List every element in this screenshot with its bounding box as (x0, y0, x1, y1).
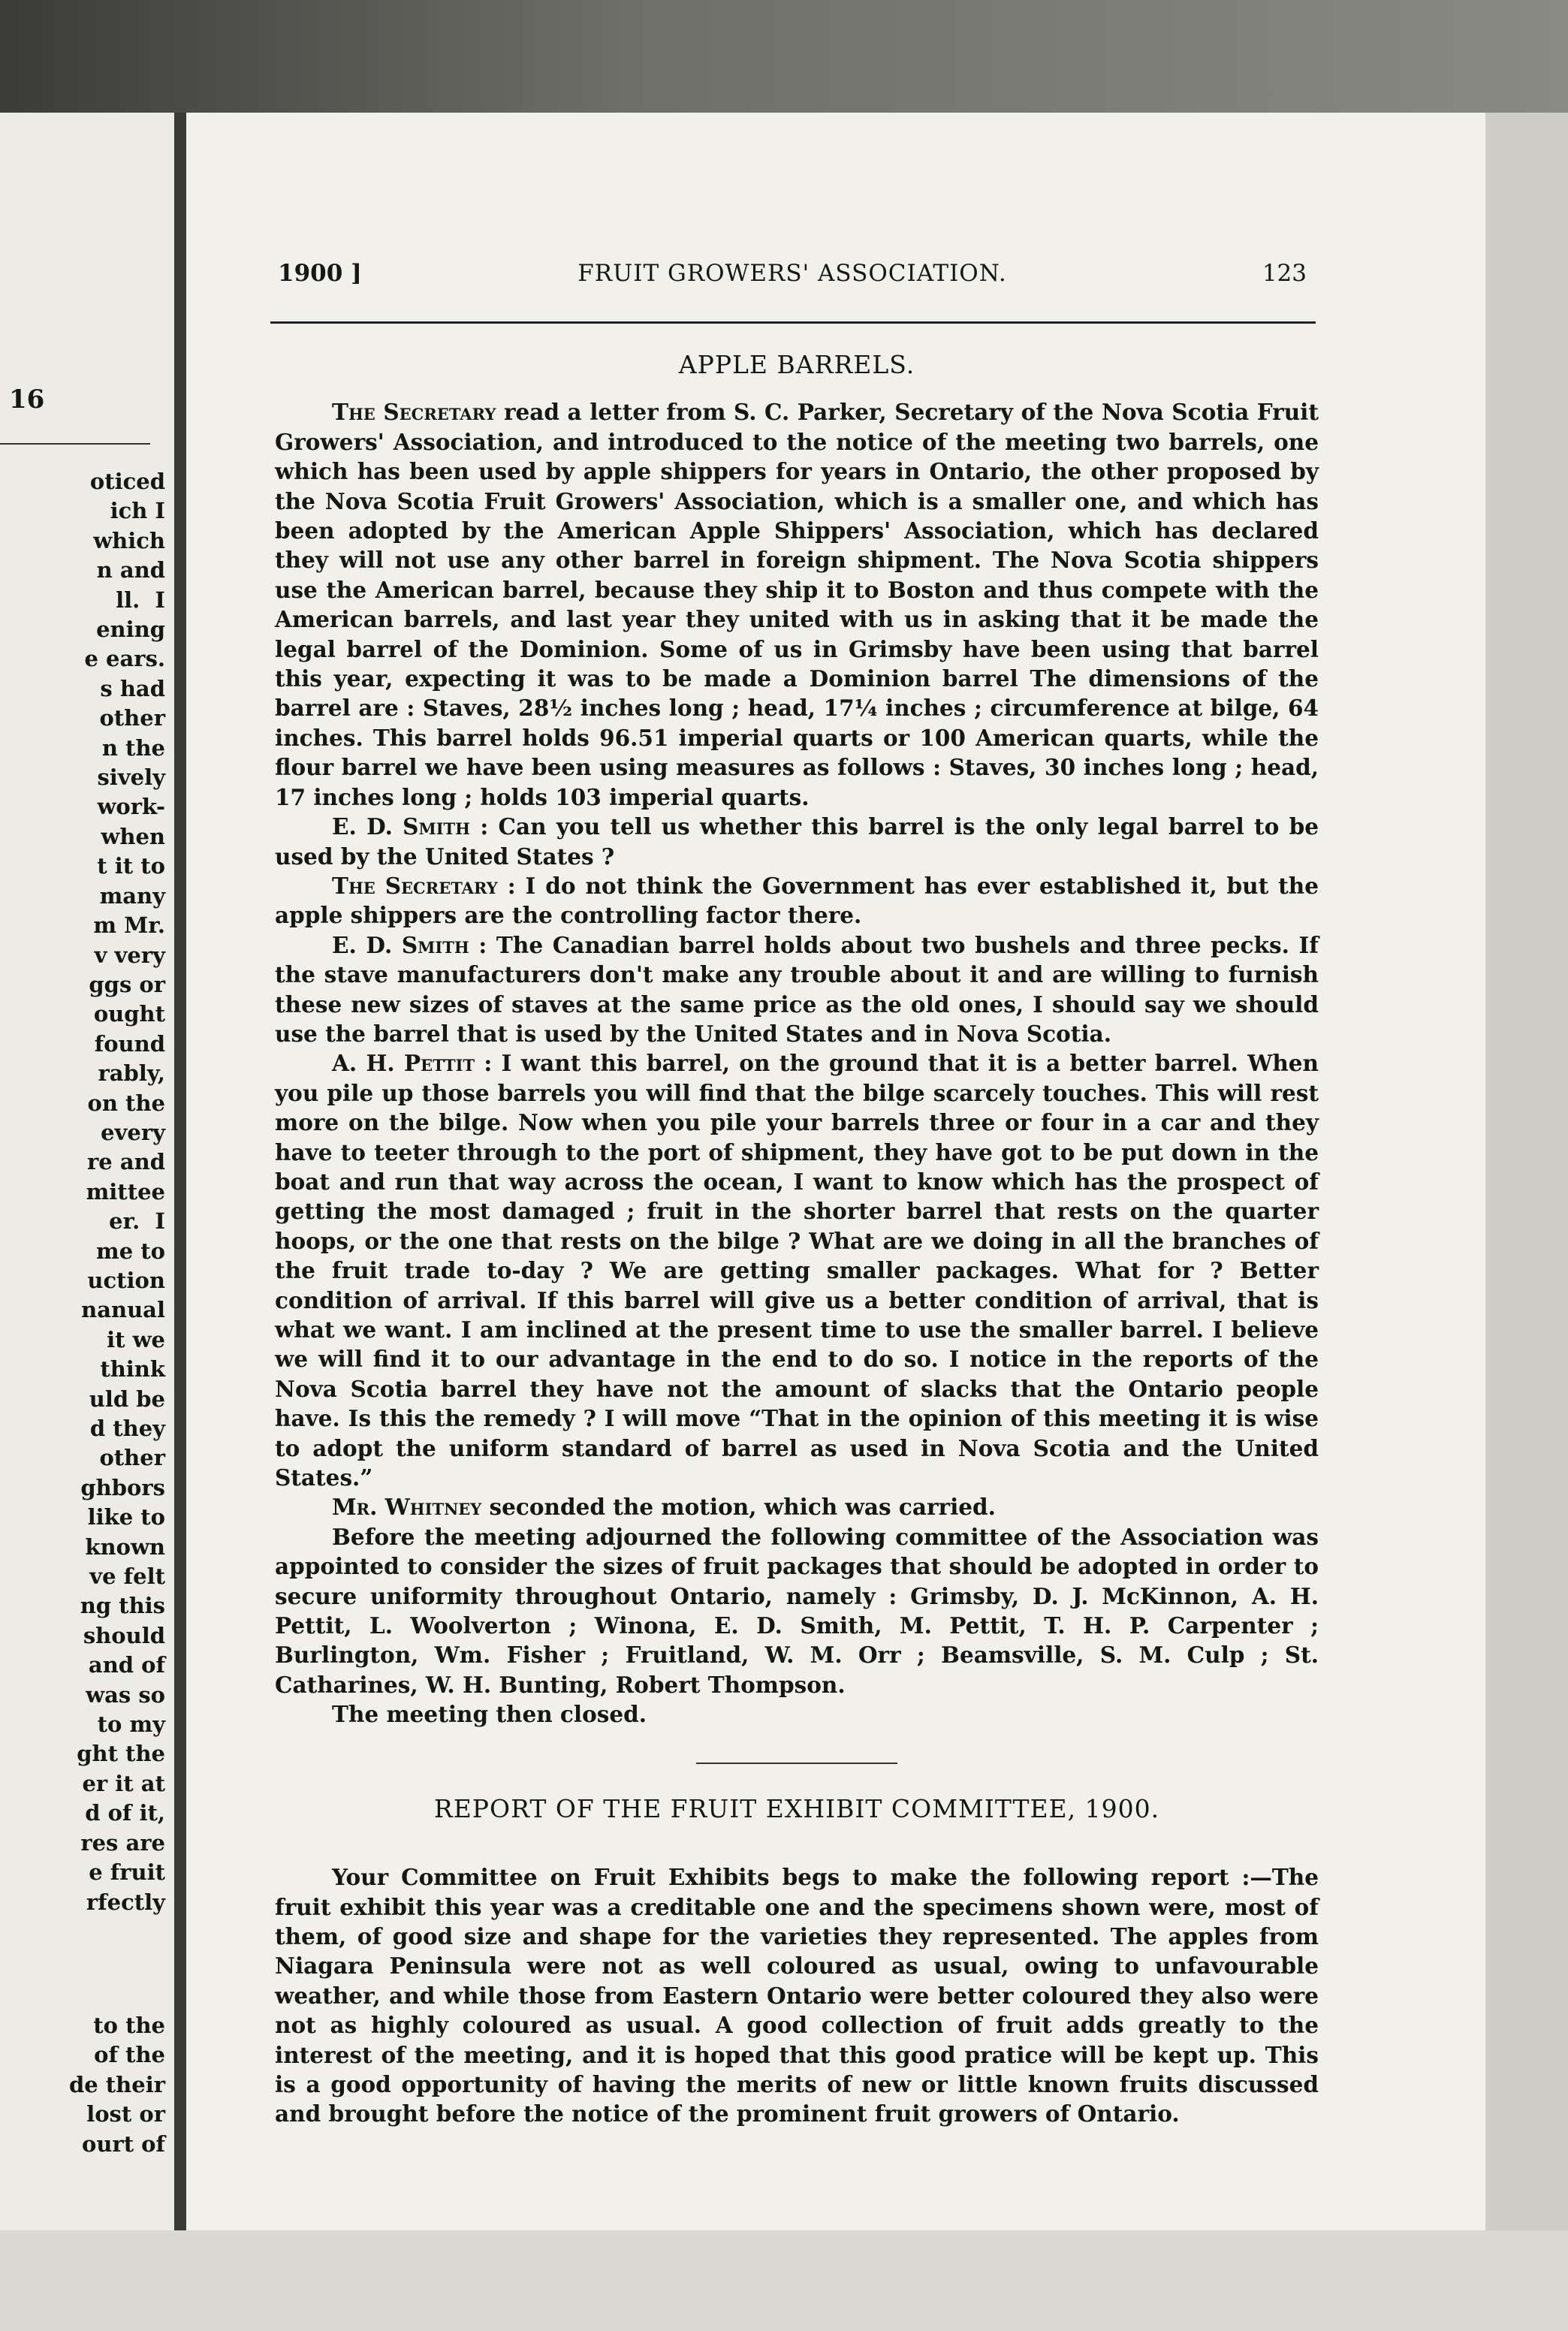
paragraph-text: read a letter from S. C. Parker, Secretary of the Nova Scotia Fruit Growers' Association, and introduced to the notice of the meeting two barrels, one which has been used by apple shippers for years in Ontario, the other proposed by the Nova Scotia Fruit Growers' Association, which is a smaller one, and which has been adopted by the American Apple Shippers' Association, which has declared they will not use any other barrel in foreign shipment. The Nova Scotia shippers use the American barrel, because they ship it to Boston and thus compete with the American barrels, and last year they united with us in asking that it be made the legal barrel of the Dominion. Some of us in Grimsby have been using that barrel this year, expecting it was to be made a Dominion barrel The dimensions of the barrel are : Staves, 28½ inches long ; head, 17¼ inches ; circumference at bilge, 64 inches. This barrel holds 96.51 imperial quarts or 100 American quarts, while the flour barrel we have been using measures as follows : Staves, 30 inches long ; head, 17 inches long ; holds 103 imperial quarts. (275, 399, 1319, 810)
speaker-name: A. H. Pettit (332, 1050, 475, 1077)
paragraph (275, 1048, 1319, 1492)
apple-barrels-paragraphs (275, 397, 1319, 1729)
paragraph-text: The meeting then closed. (332, 1701, 647, 1728)
header-title: FRUIT GROWERS' ASSOCIATION. (577, 260, 1007, 287)
page-edge-shadow (1485, 113, 1568, 2230)
adjacent-left-page (0, 113, 174, 2230)
fruit-exhibit-paragraph: Your Committee on Fruit Exhibits begs to make the following report :—The fruit exhibit this year was a creditable one and the specimens shown were, most of them, of good size and shape for the varieties they represented. The apples from Niagara Peninsula were not as well coloured as usual, owing to unfavourable weather, and while those from Eastern Ontario were better coloured they also were not as highly coloured as usual. A good collection of fruit adds greatly to the interest of the meeting, and it is hoped that this good pratice will be kept up. This is a good opportunity of having the merits of new or little known fruits discussed and brought before the notice of the prominent fruit growers of Ontario. (275, 1864, 1319, 2127)
speaker-name: The Secretary (332, 399, 496, 426)
book-gutter (174, 113, 186, 2230)
section-heading-fruit-exhibit: REPORT OF THE FRUIT EXHIBIT COMMITTEE, 1900. (433, 1793, 1160, 1823)
page-number: 123 (1262, 260, 1307, 287)
speaker-name: E. D. Smith (332, 931, 469, 958)
paragraph-text: : I want this barrel, on the ground that it is a better barrel. When you pile up those barrels you will find that the bilge scarcely touches. This will rest more on the bilge. Now when you pile your barrels three or four in a car and they have to teeter through to the port of shipment, they have got to be put down in the boat and run that way across the ocean, I want to know which has the prospect of getting the most damaged ; fruit in the shorter barrel that rests on the quarter hoops, or the one that rests on the bilge ? What are we doing in all the branches of the fruit trade to-day ? We are getting smaller packages. What for ? Better condition of arrival. If this barrel will give us a better condition of arrival, that is what we want. I am inclined at the present time to use the smaller barrel. I believe we will find it to our advantage in the end to do so. I notice in the reports of the Nova Scotia barrel they have not the amount of slacks that the Ontario people have. Is this the remedy ? I will move “That in the opinion of this meeting it is wise to adopt the uniform standard of barrel as used in Nova Scotia and the United States.” (275, 1050, 1319, 1491)
section-heading-apple-barrels: APPLE BARRELS. (678, 350, 915, 379)
main-page (186, 113, 1485, 2230)
paragraph (275, 1492, 1319, 1521)
paragraph-text: : The Canadian barrel holds about two bushels and three pecks. If the stave manufacturers don't make any trouble about it and are willing to furnish these new sizes of staves at the same price as the old ones, I should say we should use the barrel that is used by the United States and in Nova Scotia. (275, 931, 1319, 1047)
left-page-text-top: oticed ich I which n and ll. I ening e ears. s had other n the sively work- when t it to many m Mr. v very ggs or ought found rably, on the every re and mittee er. I me to uction nanual it we think uld be d they other ghbors like to known ve felt ng this should and of was so to my ght the er it at d of it, res are e fruit rfectly (77, 469, 165, 1915)
paragraph-text: Before the meeting adjourned the following committee of the Association was appointed to consider the sizes of fruit packages that should be adopted in order to secure uniformity throughout Ontario, namely : Grimsby, D. J. McKinnon, A. H. Pettit, L. Woolverton ; Winona, E. D. Smith, M. Pettit, T. H. P. Carpenter ; Burlington, Wm. Fisher ; Fruitland, W. M. Orr ; Beamsville, S. M. Culp ; St. Catharines, W. H. Bunting, Robert Thompson. (275, 1523, 1319, 1698)
left-page-text-bottom: to the of the de their lost or ourt of (68, 2013, 165, 2157)
paragraph-text: seconded the motion, which was carried. (481, 1494, 996, 1521)
left-header-rule (0, 443, 150, 445)
paragraph-text: : Can you tell us whether this barrel is the only legal barrel to be used by the United States ? (275, 813, 1319, 870)
left-page-number: 16 (9, 384, 45, 415)
paragraph (275, 1522, 1319, 1699)
speaker-name: The Secretary (332, 872, 498, 899)
header-year: 1900 ] (278, 260, 362, 287)
paragraph (275, 812, 1319, 871)
paragraph-text: : I do not think the Government has ever established it, but the apple shippers are the controlling factor there. (275, 872, 1319, 929)
paragraph (275, 1699, 1319, 1729)
paragraph (275, 397, 1319, 812)
running-header (278, 260, 1307, 297)
speaker-name: Mr. Whitney (332, 1494, 482, 1521)
scan-bottom-margin (0, 2230, 1568, 2331)
paragraph (275, 930, 1319, 1049)
speaker-name: E. D. Smith (332, 813, 471, 840)
section-divider (696, 1763, 897, 1764)
page-body (275, 350, 1319, 2129)
paragraph (275, 871, 1319, 930)
header-rule (270, 321, 1316, 324)
